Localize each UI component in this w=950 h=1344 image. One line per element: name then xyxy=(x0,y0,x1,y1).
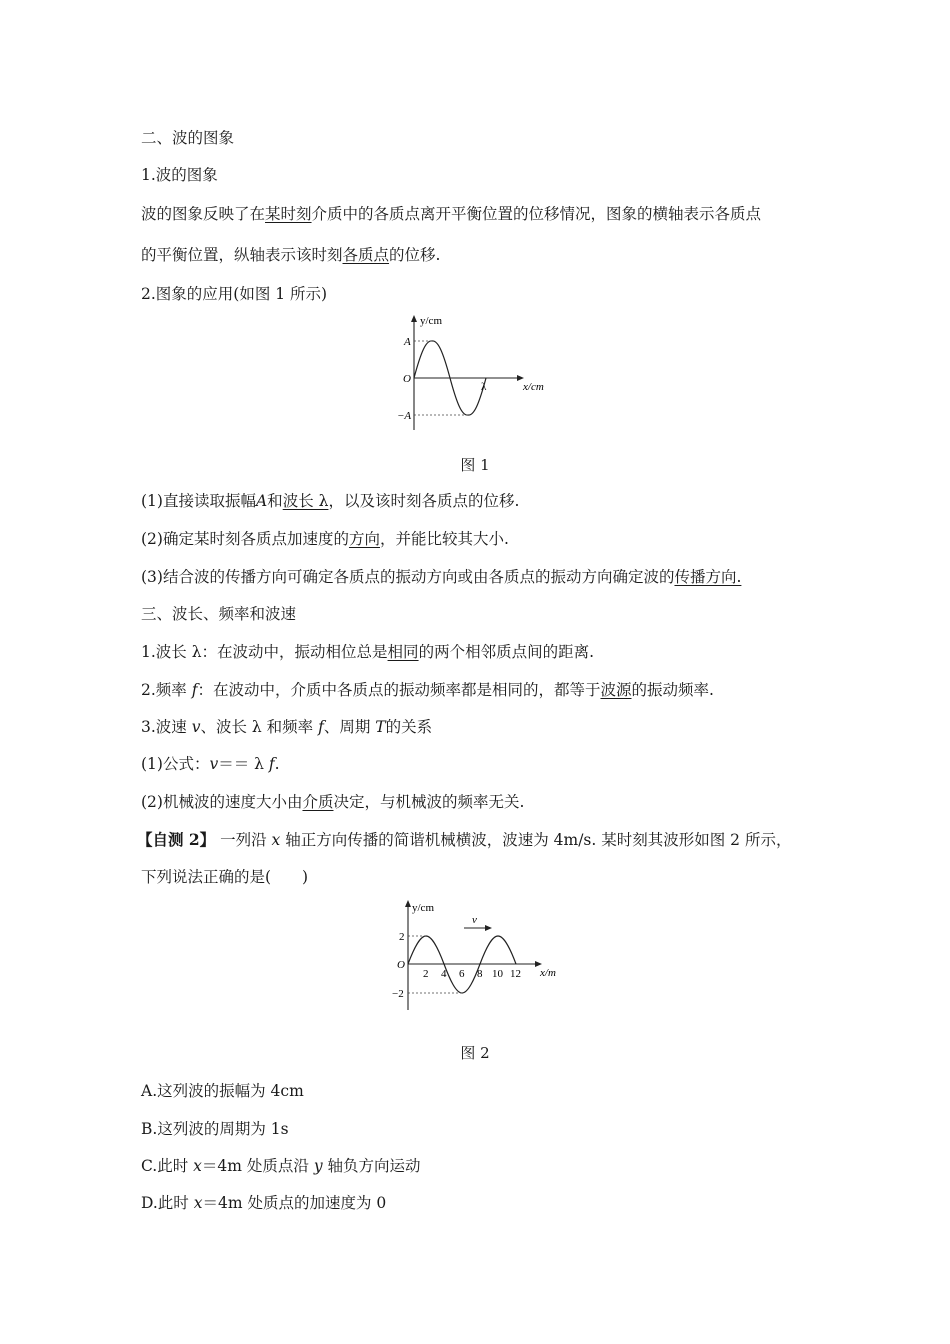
application-3 xyxy=(141,566,741,588)
item-title-wave-graph: 1.波的图象 xyxy=(141,166,218,184)
medium-line xyxy=(141,791,524,813)
origin-label: O xyxy=(403,373,411,385)
text: 、周期 xyxy=(323,718,376,736)
application-2 xyxy=(141,528,509,550)
x-tick-12: 12 xyxy=(510,968,521,980)
figure-1 xyxy=(370,312,570,437)
velocity-label: v xyxy=(472,914,477,926)
underlined-term: 波源 xyxy=(600,681,632,699)
speed-relation-title xyxy=(141,716,432,738)
option-d[interactable] xyxy=(141,1192,386,1214)
underlined-term: 传播方向. xyxy=(674,568,742,586)
text: D.此时 xyxy=(141,1194,194,1212)
text: (1)公式： xyxy=(141,755,210,773)
y-axis-arrow xyxy=(405,900,411,907)
application-1 xyxy=(141,490,519,512)
frequency-definition xyxy=(141,679,714,701)
wavelength-definition xyxy=(141,641,594,663)
y-axis-label: y/cm xyxy=(412,902,434,914)
text: 介质中的各质点离开平衡位置的位移情况，图象的横轴表示各质点 xyxy=(311,205,762,223)
symbol-v: v xyxy=(209,755,219,773)
text: 轴正方向传播的简谐机械横波，波速为 4m/s. 某时刻其波形如图 2 所示， xyxy=(280,831,792,849)
wavelength-label: λ xyxy=(481,381,487,393)
symbol-x: x xyxy=(193,1194,203,1212)
text: C.此时 xyxy=(141,1157,194,1175)
x-tick-6: 6 xyxy=(459,968,465,980)
text: 波的图象反映了在 xyxy=(141,205,266,223)
x-axis-label: x/m xyxy=(540,967,556,979)
text: 、波长 λ 和频率 xyxy=(200,718,319,736)
x-axis-label: x/cm xyxy=(523,381,544,393)
symbol-f: f xyxy=(191,681,198,699)
y-axis-label: y/cm xyxy=(420,315,442,327)
text: ，并能比较其大小. xyxy=(379,530,509,548)
paragraph-wave-graph-2 xyxy=(141,244,440,266)
amplitude-negative-label: −A xyxy=(397,410,412,422)
question-stem xyxy=(137,829,791,851)
text: ＝4m 处质点的加速度为 0 xyxy=(202,1194,387,1212)
text: 的振动频率. xyxy=(631,681,714,699)
text: (3)结合波的传播方向可确定各质点的振动方向或由各质点的振动方向确定波的 xyxy=(141,568,675,586)
x-tick-2: 2 xyxy=(423,968,429,980)
section-heading-wavelength: 三、波长、频率和波速 xyxy=(141,605,297,623)
item-title-graph-application: 2.图象的应用(如图 1 所示) xyxy=(141,285,328,303)
y-axis-arrow xyxy=(411,315,417,322)
y-tick-neg2: −2 xyxy=(392,988,404,1000)
underlined-term: 方向 xyxy=(348,530,380,548)
velocity-arrowhead xyxy=(485,925,492,931)
text: 的位移. xyxy=(389,246,441,264)
figure-2 xyxy=(388,898,578,1016)
symbol-f: f xyxy=(318,718,324,736)
question-stem-2: 下列说法正确的是( ) xyxy=(141,868,309,886)
underlined-term: 各质点 xyxy=(342,246,390,264)
symbol-v: v xyxy=(191,718,201,736)
x-tick-10: 10 xyxy=(492,968,503,980)
underlined-term: 相同 xyxy=(387,643,419,661)
symbol-x: x xyxy=(271,831,281,849)
text: 的平衡位置，纵轴表示该时刻 xyxy=(141,246,343,264)
text: (2)机械波的速度大小由 xyxy=(141,793,303,811)
formula-line xyxy=(141,753,280,775)
figure-2-caption: 图 2 xyxy=(460,1044,490,1062)
text: (2)确定某时刻各质点加速度的 xyxy=(141,530,349,548)
x-tick-8: 8 xyxy=(477,968,483,980)
question-tag: 【自测 2】 xyxy=(137,830,216,849)
symbol-T: T xyxy=(375,718,386,736)
paragraph-wave-graph-1 xyxy=(141,203,761,225)
figure-1-caption: 图 1 xyxy=(460,456,490,474)
symbol-f: f xyxy=(268,755,275,773)
text: ＝＝ λ xyxy=(218,755,269,773)
text: 1.波长 λ：在波动中，振动相位总是 xyxy=(141,643,388,661)
text: 3.波速 xyxy=(141,718,192,736)
text: 一列沿 xyxy=(215,831,272,849)
symbol-x: x xyxy=(193,1157,202,1175)
underlined-term: 波长 λ xyxy=(282,492,329,510)
section-heading-wave-graph: 二、波的图象 xyxy=(141,129,235,147)
symbol-y: y xyxy=(313,1157,323,1175)
text: ，以及该时刻各质点的位移. xyxy=(328,492,520,510)
text: 的关系 xyxy=(385,718,433,736)
text: (1)直接读取振幅 xyxy=(141,492,256,510)
x-tick-4: 4 xyxy=(441,968,447,980)
origin-label: O xyxy=(397,959,405,971)
text: ＝4m 处质点沿 xyxy=(201,1157,314,1175)
text: 的两个相邻质点间的距离. xyxy=(418,643,594,661)
option-c[interactable] xyxy=(141,1155,421,1177)
text: 和 xyxy=(267,492,283,510)
symbol-A: A xyxy=(255,492,268,510)
amplitude-positive-label: A xyxy=(404,336,411,348)
underlined-term: 某时刻 xyxy=(265,205,312,223)
text: 2.频率 xyxy=(141,681,192,699)
text: . xyxy=(274,755,280,773)
option-a[interactable]: A.这列波的振幅为 4cm xyxy=(141,1082,304,1100)
underlined-term: 介质 xyxy=(302,793,334,811)
text: 决定，与机械波的频率无关. xyxy=(333,793,525,811)
text: ：在波动中，介质中各质点的振动频率都是相同的，都等于 xyxy=(197,681,601,699)
y-tick-2: 2 xyxy=(399,931,405,943)
text: 轴负方向运动 xyxy=(322,1157,421,1175)
option-b[interactable]: B.这列波的周期为 1s xyxy=(141,1120,289,1138)
